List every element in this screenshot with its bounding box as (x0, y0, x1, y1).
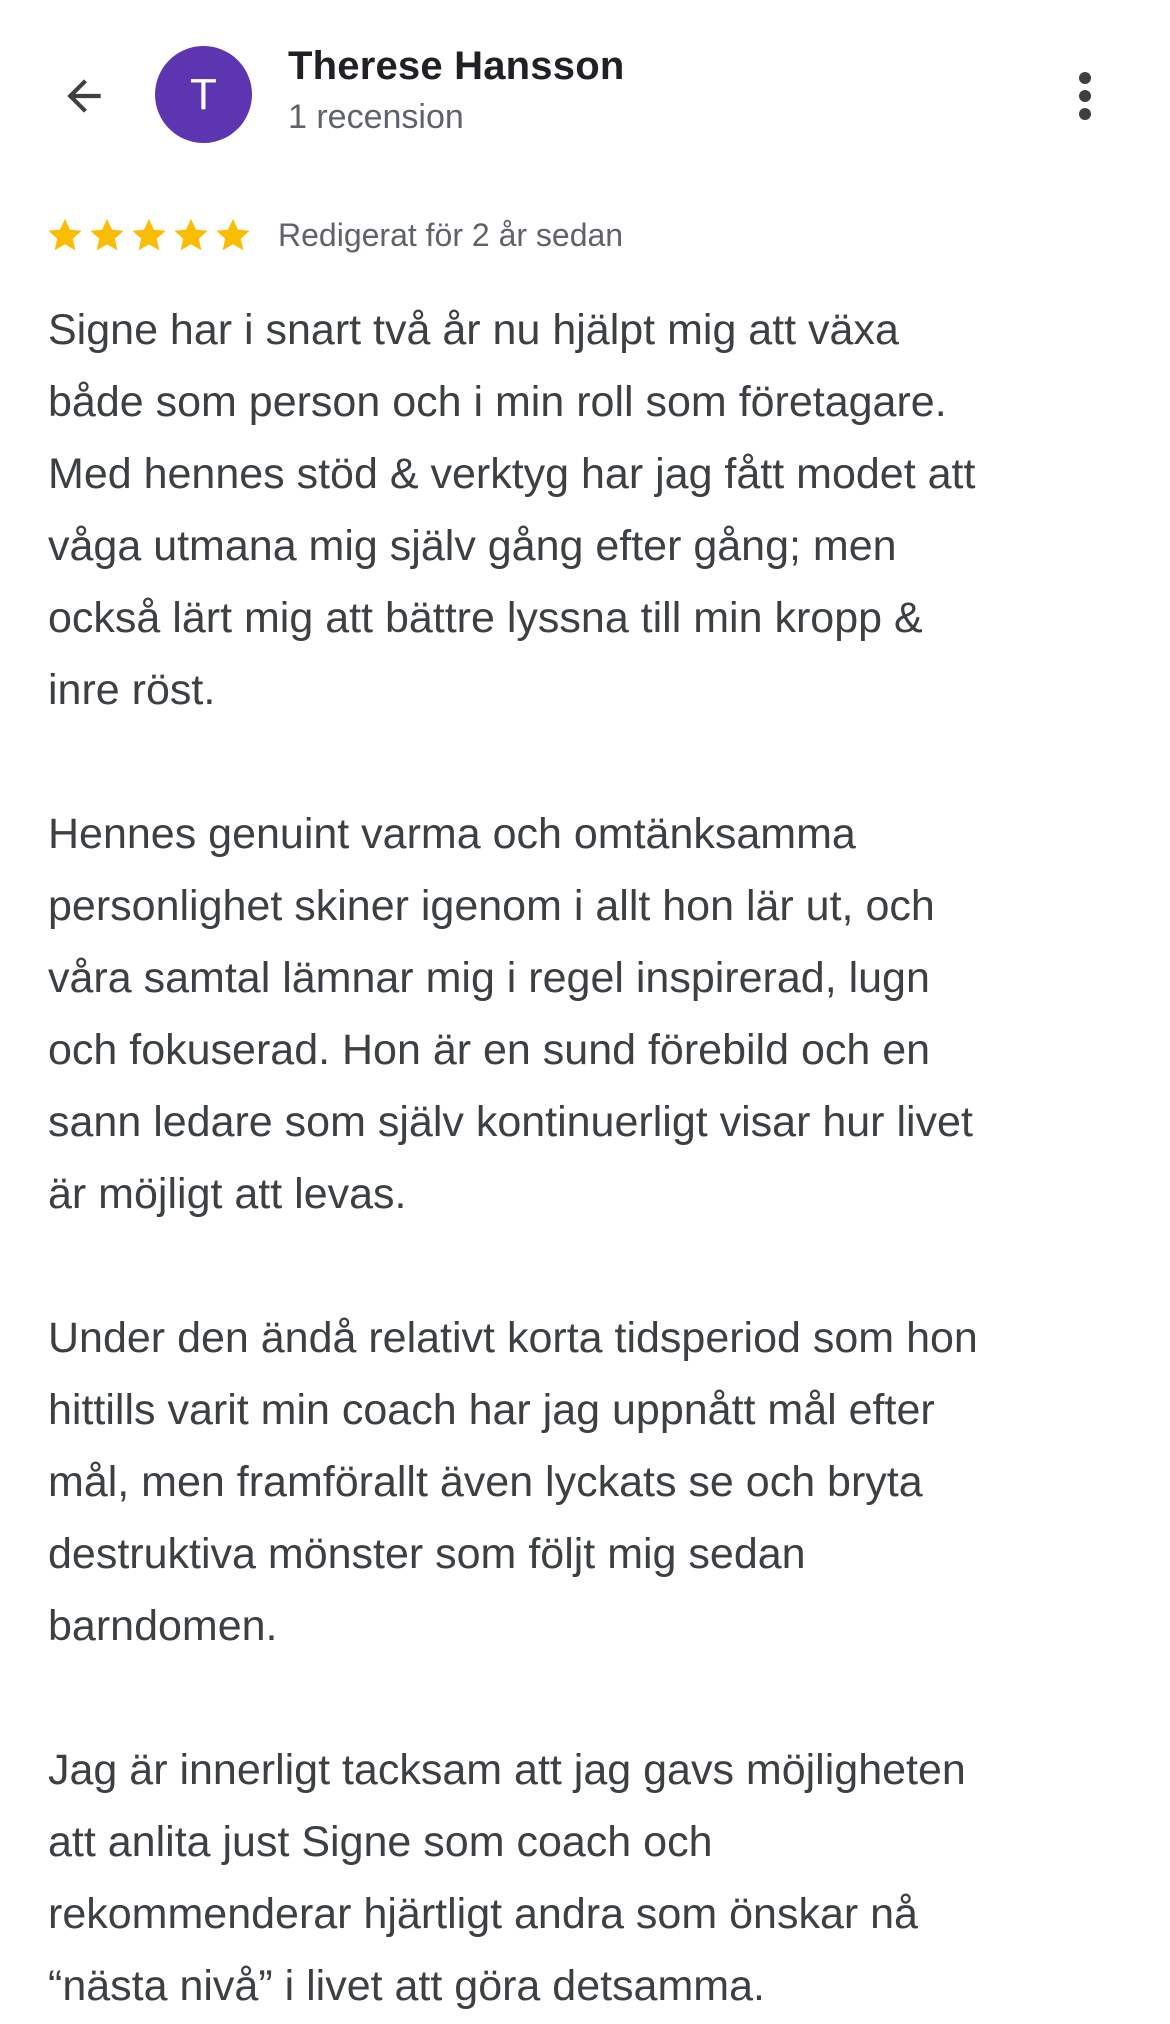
review-header (0, 0, 1170, 190)
review-line: våga utmana mig själv gång efter gång; men (48, 522, 897, 570)
review-count: 1 recension (288, 98, 464, 136)
avatar-letter: T (190, 69, 217, 119)
review-line: Jag är innerligt tacksam att jag gavs möjligheten (48, 1746, 966, 1794)
star-icon (172, 216, 210, 254)
review-line: både som person och i min roll som företagare. (48, 378, 947, 426)
avatar[interactable] (155, 46, 252, 143)
review-line: mål, men framförallt även lyckats se och bryta (48, 1458, 923, 1506)
review-line: Med hennes stöd & verktyg har jag fått modet att (48, 450, 976, 498)
rating-row (46, 210, 623, 260)
review-text (48, 294, 1128, 2022)
review-paragraph (48, 1302, 1128, 1662)
more-options-button[interactable] (1050, 58, 1120, 134)
review-paragraph (48, 798, 1128, 1230)
star-icon (88, 216, 126, 254)
review-line: sann ledare som själv kontinuerligt visar hur livet (48, 1098, 973, 1146)
edited-timestamp: Redigerat för 2 år sedan (278, 216, 624, 253)
review-line: Signe har i snart två år nu hjälpt mig att växa (48, 306, 899, 354)
reviewer-name[interactable]: Therese Hansson (288, 44, 625, 88)
review-line: också lärt mig att bättre lyssna till min kropp & (48, 594, 923, 642)
review-line: “nästa nivå” i livet att göra detsamma. (48, 1962, 765, 2010)
review-line: rekommenderar hjärtligt andra som önskar nå (48, 1890, 918, 1938)
star-icon (130, 216, 168, 254)
review-line: är möjligt att levas. (48, 1170, 407, 1218)
review-line: hittills varit min coach har jag uppnått mål efter (48, 1386, 935, 1434)
review-paragraph (48, 294, 1128, 726)
review-line: att anlita just Signe som coach och (48, 1818, 713, 1866)
back-button[interactable] (48, 60, 120, 132)
star-rating (46, 216, 252, 254)
arrow-left-icon (59, 71, 109, 121)
review-line: barndomen. (48, 1602, 278, 1650)
review-line: och fokuserad. Hon är en sund förebild och en (48, 1026, 931, 1074)
star-icon (46, 216, 84, 254)
review-paragraph (48, 1734, 1128, 2022)
review-line: personlighet skiner igenom i allt hon lär ut, och (48, 882, 935, 930)
review-line: Hennes genuint varma och omtänksamma (48, 810, 856, 858)
review-line: Under den ändå relativt korta tidsperiod som hon (48, 1314, 978, 1362)
more-vert-icon (1075, 70, 1095, 122)
review-line: inre röst. (48, 666, 216, 714)
review-line: destruktiva mönster som följt mig sedan (48, 1530, 806, 1578)
review-line: våra samtal lämnar mig i regel inspirerad, lugn (48, 954, 930, 1002)
star-icon (214, 216, 252, 254)
